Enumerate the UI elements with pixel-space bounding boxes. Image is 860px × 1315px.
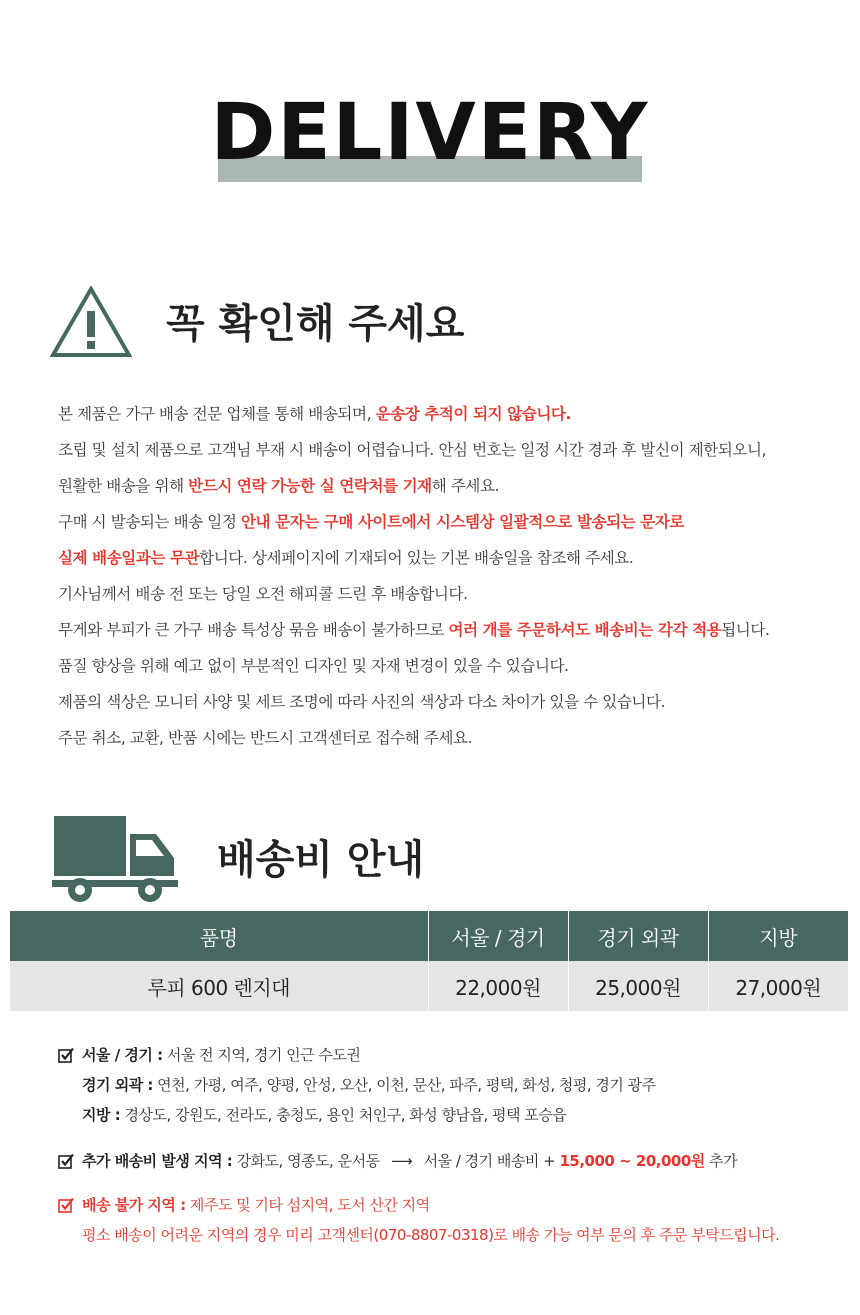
notice-line: 기사님께서 배송 전 또는 당일 오전 해피콜 드린 후 배송합니다. bbox=[58, 585, 468, 603]
region-row-local bbox=[58, 1100, 838, 1130]
region-text: 서울 전 지역, 경기 인근 수도권 bbox=[162, 1046, 361, 1064]
truck-icon bbox=[52, 814, 178, 904]
price-cell: 25,000원 bbox=[568, 961, 708, 1011]
region-text: 경상도, 강원도, 전라도, 충청도, 용인 처인구, 화성 향남읍, 평택 포승읍 bbox=[120, 1106, 567, 1124]
checkbox-checked-icon bbox=[58, 1153, 74, 1169]
extra-fee-amount: 15,000 ~ 20,000원 bbox=[559, 1152, 705, 1170]
price-cell: 22,000원 bbox=[428, 961, 568, 1011]
extra-fee-label: 추가 배송비 발생 지역 : bbox=[82, 1152, 233, 1170]
notice-line: 조립 및 설치 제품으로 고객님 부재 시 배송이 어렵습니다. 안심 번호는 일정 시간 경과 후 발신이 제한되오니, bbox=[58, 441, 767, 459]
region-text: 연천, 가평, 여주, 양평, 안성, 오산, 이천, 문산, 파주, 평택, 화성, 청평, 경기 광주 bbox=[152, 1076, 656, 1094]
notice-line: 무게와 부피가 큰 가구 배송 특성상 묶음 배송이 불가하므로 여러 개를 주문하셔도 배송비는 각각 적용됩니다. bbox=[58, 621, 770, 639]
price-cell: 27,000원 bbox=[708, 961, 848, 1011]
column-header: 지방 bbox=[708, 911, 848, 961]
fee-heading: 배송비 안내 bbox=[217, 837, 425, 883]
shipping-fee-table bbox=[10, 911, 848, 1011]
region-row-outer bbox=[58, 1070, 838, 1100]
table-row bbox=[10, 961, 848, 1011]
notice-line: 실제 배송일과는 무관합니다. 상세페이지에 기재되어 있는 기본 배송일을 참조해 주세요. bbox=[58, 549, 634, 567]
arrow-right-icon: ⟶ bbox=[391, 1152, 413, 1170]
notice-line: 주문 취소, 교환, 반품 시에는 반드시 고객센터로 접수해 주세요. bbox=[58, 729, 473, 747]
table-header-row bbox=[10, 911, 848, 961]
column-header: 서울 / 경기 bbox=[428, 911, 568, 961]
extra-fee-suffix: 추가 bbox=[704, 1152, 738, 1170]
page-header bbox=[0, 0, 860, 200]
warning-icon bbox=[50, 286, 132, 358]
page-title: DELIVERY bbox=[210, 88, 650, 178]
region-info bbox=[58, 1040, 838, 1130]
warning-heading: 꼭 확인해 주세요 bbox=[166, 301, 465, 347]
notice-line: 원활한 배송을 위해 반드시 연락 가능한 실 연락처를 기재해 주세요. bbox=[58, 477, 500, 495]
notice-line: 본 제품은 가구 배송 전문 업체를 통해 배송되며, 운송장 추적이 되지 않습니다. bbox=[58, 405, 571, 423]
no-delivery-label: 배송 불가 지역 : bbox=[82, 1196, 186, 1214]
no-delivery-info bbox=[58, 1190, 838, 1250]
notice-line: 품질 향상을 위해 예고 없이 부분적인 디자인 및 자재 변경이 있을 수 있습니다. bbox=[58, 657, 569, 675]
column-header: 품명 bbox=[10, 911, 428, 961]
no-delivery-note: 평소 배송이 어려운 지역의 경우 미리 고객센터(070-8807-0318)로 배송 가능 여부 문의 후 주문 부탁드립니다. bbox=[82, 1226, 780, 1244]
checkbox-checked-icon bbox=[58, 1197, 74, 1213]
extra-fee-info bbox=[58, 1146, 838, 1176]
notice-line: 구매 시 발송되는 배송 일정 안내 문자는 구매 사이트에서 시스템상 일괄적으로 발송되는 문자로 bbox=[58, 513, 684, 531]
no-delivery-row bbox=[58, 1190, 838, 1220]
no-delivery-text: 제주도 및 기타 섬지역, 도서 산간 지역 bbox=[185, 1196, 430, 1214]
region-label: 서울 / 경기 : bbox=[82, 1046, 163, 1064]
notice-line: 제품의 색상은 모니터 사양 및 세트 조명에 따라 사진의 색상과 다소 차이가 있을 수 있습니다. bbox=[58, 693, 666, 711]
column-header: 경기 외곽 bbox=[568, 911, 708, 961]
product-name-cell: 루피 600 렌지대 bbox=[10, 961, 428, 1011]
extra-fee-regions: 강화도, 영종도, 운서동 bbox=[232, 1152, 380, 1170]
region-label: 경기 외곽 : bbox=[82, 1076, 153, 1094]
extra-fee-text: 서울 / 경기 배송비 + bbox=[423, 1152, 560, 1170]
extra-fee-row bbox=[58, 1146, 838, 1176]
checkbox-checked-icon bbox=[58, 1047, 74, 1063]
region-label: 지방 : bbox=[82, 1106, 121, 1124]
notice-list bbox=[58, 396, 848, 756]
region-row-seoul bbox=[58, 1040, 838, 1070]
